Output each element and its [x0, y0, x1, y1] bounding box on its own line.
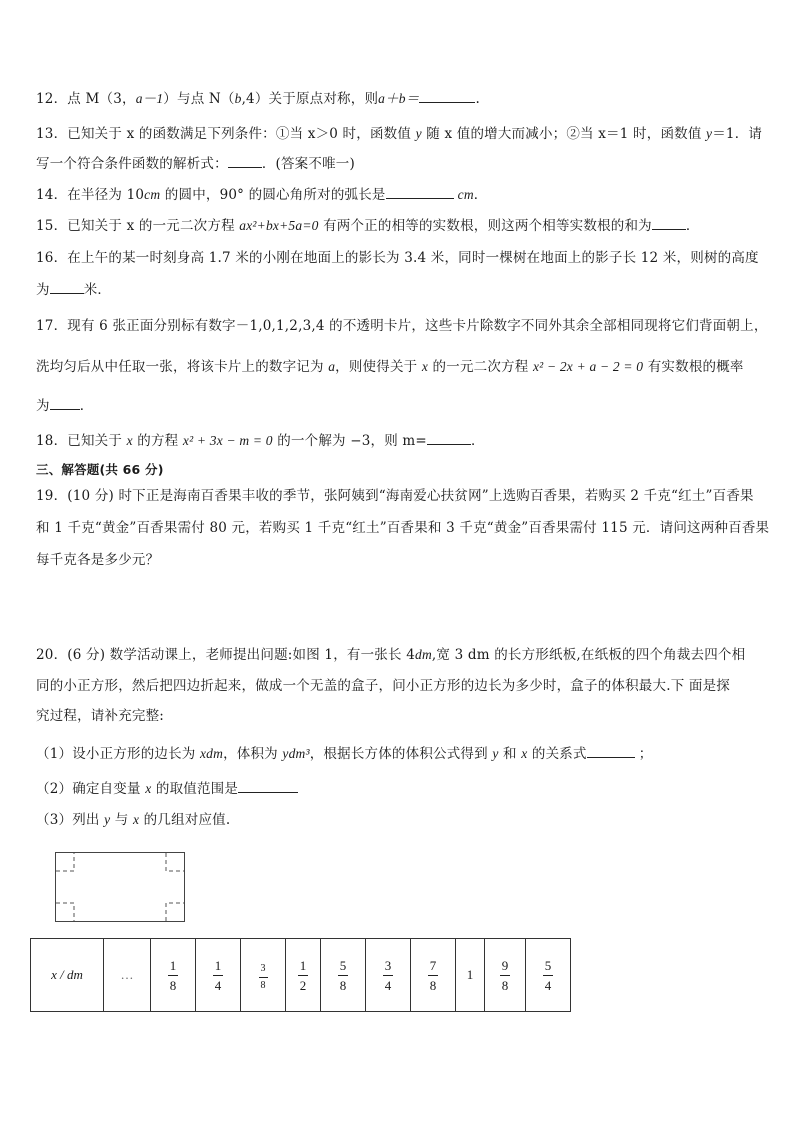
q17-a: a — [328, 359, 336, 374]
q12-post: ）关于原点对称，则 — [254, 91, 379, 107]
table-cell — [411, 939, 456, 1012]
q19-line2: 和 1 千克“黄金”百香果需付 80 元，若购买 1 千克“红土”百香果和 3 千克“黄金”百香果需付 115 元．请问这两种百香果 — [36, 520, 770, 536]
q20-part2-pre: （2）确定自变量 — [36, 781, 146, 797]
fraction-num: 3 — [383, 959, 394, 976]
question-14 — [36, 184, 487, 205]
q17-eq: x² − 2x + a − 2 = 0 — [532, 359, 644, 374]
table-cell — [456, 939, 485, 1012]
q20-y: y — [492, 746, 499, 761]
q15-post: 有两个正的相等的实数根，则这两个相等实数根的和为 — [318, 218, 652, 234]
answer-blank-17[interactable] — [50, 395, 80, 410]
q20-line3: 究过程，请补充完整: — [36, 708, 165, 724]
question-19-line2 — [36, 518, 769, 538]
integer-value: 1 — [466, 967, 474, 982]
q17-line1: 17．现有 6 张正面分别标有数字－1,0,1,2,3,4 的不透明卡片，这些卡片除数字不同外其余全部相同现将它们背面朝上， — [36, 318, 768, 334]
q13-line1-end: ＝1．请 — [712, 126, 763, 142]
q15-end: ． — [685, 218, 700, 234]
q18-mid: 的方程 — [132, 433, 183, 449]
fraction-den: 8 — [169, 978, 177, 993]
answer-blank-20-1[interactable] — [587, 743, 635, 758]
question-20-part3 — [36, 810, 230, 830]
answer-blank-14[interactable] — [386, 184, 454, 199]
fraction-den: 4 — [214, 978, 222, 993]
corner-cut-top-right — [166, 853, 184, 871]
q17-line2-mid: ，则使得关于 — [335, 359, 422, 375]
q12-expr: a＋b＝ — [378, 91, 420, 106]
question-18 — [36, 430, 485, 451]
fraction — [543, 959, 554, 992]
q20-line2: 同的小正方形，然后把四边折起来，做成一个无盖的盒子，问小正方形的边长为多少时，盒子的体积最大.下 面是探 — [36, 678, 730, 694]
q17-x: x — [421, 359, 429, 374]
q20-part2-post: 的取值范围是 — [151, 781, 239, 797]
q19-line3: 每千克各是多少元？ — [36, 552, 160, 568]
fraction-num: 7 — [428, 959, 439, 976]
fraction-num: 9 — [500, 959, 511, 976]
q20-xdm: xdm — [199, 746, 224, 761]
table-cell — [321, 939, 366, 1012]
fraction-den: 8 — [501, 978, 509, 993]
q18-x: x — [126, 433, 133, 448]
q20-line1-pre: 20．(6 分) 数学活动课上，老师提出问题:如图 1，有一张长 4 — [36, 647, 415, 663]
q17-line3-post: ． — [79, 398, 94, 414]
q20-x: x — [521, 746, 528, 761]
question-17-line3 — [36, 395, 93, 416]
q20-part3-pre: （3）列出 — [36, 812, 105, 828]
x-values-table — [30, 938, 571, 1012]
q20-line1-post: ,宽 3 dm 的长方形纸板,在纸板的四个角裁去四个相 — [431, 647, 746, 663]
corner-cut-bottom-right — [166, 903, 184, 921]
fraction-num: 5 — [338, 959, 349, 976]
fraction-den: 8 — [429, 978, 437, 993]
table-cell — [366, 939, 411, 1012]
question-17-line1 — [36, 316, 768, 336]
q20-part1-mid: ，体积为 — [223, 746, 283, 762]
q14-cm1: cm — [144, 187, 161, 202]
q19-line1: 19．(10 分) 时下正是海南百香果丰收的季节，张阿姨到“海南爱心扶贫网”上选购百香果，若购买 2 千克“红土”百香果 — [36, 488, 754, 504]
q16-line1: 16．在上午的某一时刻身高 1.7 米的小刚在地面上的影长为 3.4 米，同时一棵树在地面上的影子长 12 米，则树的高度 — [36, 250, 759, 266]
q12-pre: 12．点 M（3， — [36, 91, 136, 107]
fraction-num: 5 — [543, 959, 554, 976]
question-19-line3 — [36, 550, 159, 570]
table-cell — [286, 939, 321, 1012]
q12-end: . — [475, 91, 480, 107]
answer-blank-16[interactable] — [50, 279, 84, 294]
q16-line2-pre: 为 — [36, 282, 50, 298]
q13-line2-post: ．(答案不唯一) — [261, 156, 355, 172]
fraction — [428, 959, 439, 992]
q20-dm1: dm — [415, 647, 432, 662]
q17-line3-pre: 为 — [36, 398, 50, 414]
q20-part1-mid2: ，根据长方体的体积公式得到 — [309, 746, 493, 762]
fraction-den: 4 — [384, 978, 392, 993]
question-20-line2 — [36, 676, 730, 696]
q14-cm2: cm — [457, 187, 474, 202]
table-cell-ellipsis — [104, 939, 151, 1012]
q12-four: ,4 — [241, 91, 255, 107]
table-cell — [196, 939, 241, 1012]
q18-pre: 18．已知关于 — [36, 433, 127, 449]
q12-a-minus: a－1 — [135, 91, 164, 106]
ellipsis-text: … — [120, 967, 134, 982]
table-cell — [151, 939, 196, 1012]
question-20-part2 — [36, 778, 298, 799]
q18-eq: x² + 3x − m = 0 — [182, 433, 273, 448]
fraction — [168, 959, 179, 992]
q20-part1-end: ； — [638, 746, 653, 762]
q13-line1-post: 随 x 值的增大而减小；②当 x＝1 时，函数值 — [421, 126, 707, 142]
question-13-line1 — [36, 124, 762, 144]
question-20-part1 — [36, 743, 652, 764]
q20-part1-pre: （1）设小正方形的边长为 — [36, 746, 200, 762]
fraction-den: 8 — [339, 978, 347, 993]
table-header-cell — [31, 939, 104, 1012]
fraction-num: 3 — [259, 964, 268, 978]
answer-blank-13[interactable] — [228, 153, 262, 168]
q20-ydm3: ydm³ — [282, 746, 310, 761]
q12-mid: ）与点 N（ — [163, 91, 235, 107]
answer-blank-18[interactable] — [427, 430, 471, 445]
corner-cut-top-left — [56, 853, 74, 871]
q15-pre: 15．已知关于 x 的一元二次方程 — [36, 218, 240, 234]
fraction — [213, 959, 224, 992]
q17-line2-mid2: 的一元二次方程 — [428, 359, 533, 375]
answer-blank-15[interactable] — [652, 215, 686, 230]
fraction — [259, 964, 268, 991]
table-row — [31, 939, 571, 1012]
q17-line2-post: 有实数根的概率 — [643, 359, 744, 375]
table-cell — [241, 939, 286, 1012]
section-3-heading: 三、解答题(共 66 分) — [36, 462, 164, 477]
q20-part1-mid3: 和 — [498, 746, 522, 762]
cardboard-diagram — [55, 852, 185, 922]
table-cell — [485, 939, 526, 1012]
q13-y2: y — [706, 126, 713, 141]
q16-line2-post: 米． — [83, 282, 112, 298]
fraction-num: 1 — [213, 959, 224, 976]
table-header-x-dm: x / dm — [51, 967, 83, 982]
q20-part1-post: 的关系式 — [527, 746, 587, 762]
q14-pre: 14．在半径为 10 — [36, 187, 145, 203]
q17-line2-pre: 洗均匀后从中任取一张，将该卡片上的数字记为 — [36, 359, 329, 375]
question-16-line1 — [36, 248, 759, 268]
fraction — [338, 959, 349, 992]
question-17-line2 — [36, 357, 744, 377]
q20-part3-mid: 与 — [110, 812, 133, 828]
q12-b: b — [234, 91, 242, 106]
question-20-line1 — [36, 645, 745, 665]
fraction-num: 1 — [298, 959, 309, 976]
answer-blank-12[interactable] — [419, 88, 475, 103]
q20-part2-x: x — [145, 781, 152, 796]
table-cell — [526, 939, 571, 1012]
fraction — [383, 959, 394, 992]
question-13-line2 — [36, 153, 355, 174]
q20-part3-x: x — [132, 812, 140, 827]
fraction-den: 8 — [260, 980, 266, 991]
fraction — [298, 959, 309, 992]
question-12 — [36, 88, 480, 109]
question-15 — [36, 215, 700, 236]
fraction — [500, 959, 511, 992]
q15-eq: ax²+bx+5a=0 — [239, 218, 319, 233]
question-20-line3 — [36, 706, 164, 726]
q18-end: ． — [470, 433, 485, 449]
corner-cuts-svg — [56, 853, 184, 921]
question-19-line1 — [36, 486, 754, 506]
answer-blank-20-2[interactable] — [238, 778, 298, 793]
q20-part3-post: 的几组对应值. — [139, 812, 231, 828]
question-16-line2 — [36, 279, 111, 300]
q13-line1-pre: 13．已知关于 x 的函数满足下列条件：①当 x＞0 时，函数值 — [36, 126, 416, 142]
fraction-num: 1 — [168, 959, 179, 976]
q14-end: ． — [473, 187, 488, 203]
fraction-den: 2 — [299, 978, 307, 993]
q13-line2-pre: 写一个符合条件函数的解析式： — [36, 156, 228, 172]
fraction-den: 4 — [544, 978, 552, 993]
corner-cut-bottom-left — [56, 903, 74, 921]
q13-y1: y — [415, 126, 422, 141]
q20-part3-y: y — [104, 812, 111, 827]
q18-post: 的一个解为 −3，则 m= — [272, 433, 427, 449]
q14-mid: 的圆中，90° 的圆心角所对的弧长是 — [160, 187, 386, 203]
